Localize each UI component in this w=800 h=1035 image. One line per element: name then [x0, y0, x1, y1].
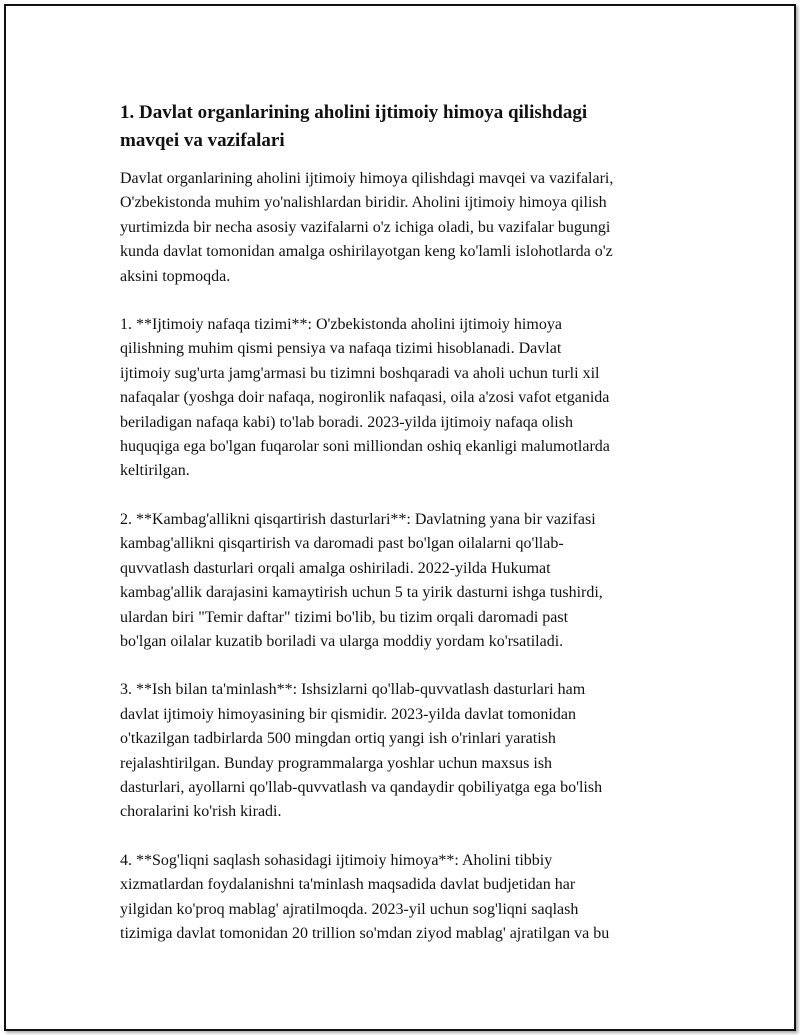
- text-line: ijtimoiy sug'urta jamg'armasi bu tizimni boshqaradi va aholi uchun turli xil: [120, 364, 600, 382]
- paragraph-employment: [120, 678, 700, 824]
- paragraph-social-benefits: [120, 313, 700, 484]
- document-body: [120, 99, 700, 970]
- section-heading: [120, 99, 700, 155]
- heading-line: mavqei va vazifalari: [120, 130, 285, 151]
- text-line: yurtimizda bir necha asosiy vazifalarni o'z ichiga oladi, bu vazifalar bugungi: [120, 218, 611, 236]
- text-line: bo'lgan oilalar kuzatib boriladi va ularga moddiy yordam ko'rsatiladi.: [120, 632, 564, 650]
- text-line: Davlat organlarining aholini ijtimoiy himoya qilishdagi mavqei va vazifalari,: [120, 170, 614, 187]
- text-line: xizmatlardan foydalanishni ta'minlash maqsadida davlat budjetidan har: [120, 876, 576, 894]
- text-line: 3. **Ish bilan ta'minlash**: Ishsizlarni qo'llab-quvvatlash dasturlari ham: [120, 681, 586, 699]
- text-line: 1. **Ijtimoiy nafaqa tizimi**: O'zbekistonda aholini ijtimoiy himoya: [120, 316, 562, 334]
- text-line: dasturlari, ayollarni qo'llab-quvvatlash va qandaydir qobiliyatga ega bo'lish: [120, 778, 603, 796]
- text-line: kambag'allikni qisqartirish va daromadi past bo'lgan oilalarni qo'llab-: [120, 535, 564, 553]
- text-line: 2. **Kambag'allikni qisqartirish dasturlari**: Davlatning yana bir vazifasi: [120, 510, 596, 528]
- text-line: ulardan biri "Temir daftar" tizimi bo'lib, bu tizim orqali daromadi past: [120, 608, 569, 626]
- document-page: [4, 4, 796, 1031]
- text-line: aksini topmoqda.: [120, 267, 231, 285]
- text-line: rejalashtirilgan. Bunday programmalarga yoshlar uchun maxsus ish: [120, 754, 553, 772]
- text-line: qilishning muhim qismi pensiya va nafaqa tizimi hisoblanadi. Davlat: [120, 340, 562, 358]
- text-line: kunda davlat tomonidan amalga oshirilayotgan keng ko'lamli islohotlarda o'z: [120, 243, 613, 261]
- heading-line: 1. Davlat organlarining aholini ijtimoiy himoya qilishdagi: [120, 102, 588, 123]
- text-line: quvvatlash dasturlari orqali amalga oshiriladi. 2022-yilda Hukumat: [120, 559, 551, 577]
- text-line: choralarini ko'rish kiradi.: [120, 803, 282, 821]
- text-line: huquqiga ega bo'lgan fuqarolar soni milliondan oshiq ekanligi malumotlarda: [120, 438, 610, 456]
- text-line: davlat ijtimoiy himoyasining bir qismidir. 2023-yilda davlat tomonidan: [120, 705, 576, 723]
- paragraph-healthcare: [120, 849, 700, 947]
- text-line: kambag'allik darajasini kamaytirish uchun 5 ta yirik dasturni ishga tushirdi,: [120, 584, 603, 602]
- text-line: o'tkazilgan tadbirlarda 500 mingdan ortiq yangi ish o'rinlari yaratish: [120, 730, 556, 748]
- paragraph-poverty-reduction: [120, 508, 700, 654]
- text-line: 4. **Sog'liqni saqlash sohasidagi ijtimoiy himoya**: Aholini tibbiy: [120, 851, 553, 869]
- text-line: tizimiga davlat tomonidan 20 trillion so'mdan ziyod mablag' ajratilgan va bu: [120, 924, 610, 942]
- text-line: yilgidan ko'proq mablag' ajratilmoqda. 2023-yil uchun sog'liqni saqlash: [120, 900, 579, 918]
- intro-paragraph: [120, 167, 700, 289]
- text-line: keltirilgan.: [120, 462, 190, 480]
- text-line: beriladigan nafaqa kabi) to'lab boradi. 2023-yilda ijtimoiy nafaqa olish: [120, 413, 573, 431]
- text-line: nafaqalar (yoshga doir nafaqa, nogironlik nafaqasi, oila a'zosi vafot etganida: [120, 389, 610, 407]
- text-line: O'zbekistonda muhim yo'nalishlardan biridir. Aholini ijtimoiy himoya qilish: [120, 194, 607, 212]
